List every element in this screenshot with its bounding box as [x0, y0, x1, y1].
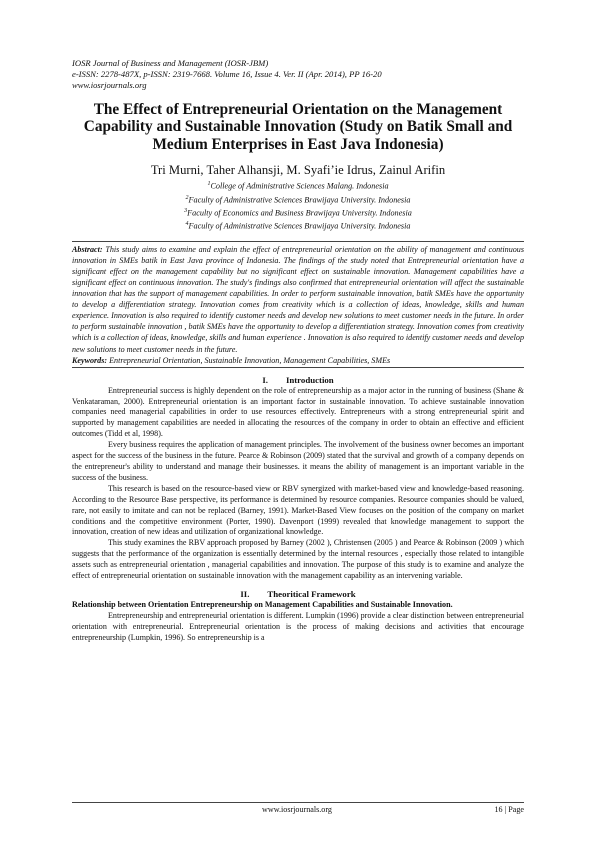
journal-name: IOSR Journal of Business and Management (IOSR-JBM) [72, 58, 269, 68]
journal-issn: e-ISSN: 2278-487X, p-ISSN: 2319-7668. Volume 16, Issue 4. Ver. II (Apr. 2014), PP 16-20 [72, 69, 382, 80]
section-heading-framework: II. Theoritical Framework [240, 588, 356, 599]
intro-paragraph-4: This study examines the RBV approach proposed by Barney (2002 ), Christensen (2005 ) and Pearce & Robinson (2009 ) which suggests that the performance of the organization is essentially determined by the internal resources , especially those related to intangible assets such as entrepreneurial orientation , managerial capabilities and innovation. The purpose of this study is to examine and analyze the effect of entrepreneurial orientation on sustainable innovation with the management capability as an intervening variable. [72, 538, 524, 581]
framework-subheading: Relationship between Orientation Entrepreneurship on Management Capabilities and Sustainable Innovation. [72, 599, 453, 609]
intro-paragraph-1: Entrepreneurial success is highly dependent on the role of entrepreneurship as a major actor in the running of business (Shane & Venkataraman, 2000). Entrepreneurial orientation is an important factor in sustainable innovation. To achieve sustainable innovation companies need managerial capabilities in order to use resources effectively. Entrepreneurs with a strong entrepreneurial spirit and supported by management capabilities are needed in allocating the resources of the company in order to obtain an effective and efficient outcomes (Tidd et al, 1998). [72, 385, 524, 439]
affiliation-3: $^3$Faculty of Economics and Business Brawijaya University. Indonesia [184, 208, 412, 218]
footer-rule [72, 802, 524, 803]
journal-site[interactable]: www.iosrjournals.org [72, 80, 147, 91]
affiliation-4: $^4$Faculty of Administrative Sciences Brawijaya University. Indonesia [185, 221, 411, 232]
paper-page [72, 58, 524, 643]
abstract-section [72, 241, 524, 368]
page-footer [72, 802, 524, 814]
journal-header [72, 58, 524, 92]
affiliation-1: $^1$College of Administrative Sciences Malang. Indonesia [207, 181, 389, 192]
keywords-label: Keywords: [72, 355, 108, 365]
affiliations [72, 179, 524, 232]
abstract-label: Abstract: [72, 244, 103, 254]
abstract [72, 244, 524, 355]
intro-paragraph-3: This research is based on the resource-based view or RBV synergized with market-based view and knowledge-based reasoning. According to the Resource Base perspective, its performance is determined by resource companies. Resource companies should be valued, rare, not easily to imitate and can not be replaced (Barney, 1991). Market-Based View focuses on the position of the company on market conditions and the competitive environment (Porter, 1990). Davenport (1999) revealed that knowledge management to support the innovation, creation of new ideas and utilization of organizational knowledge. [72, 483, 524, 537]
paper-title: The Effect of Entrepreneurial Orientation on the Management Capability and Sustainable Innovation (Study on Batik Small and Medium Enterprises in East Java Indonesia) [83, 100, 513, 153]
keywords [72, 355, 524, 368]
keywords-text: Entrepreneurial Orientation, Sustainable Innovation, Management Capabilities, SMEs [109, 355, 391, 365]
section-heading-introduction: I. Introduction [262, 374, 334, 385]
affiliation-2: $^2$Faculty of Administrative Sciences Brawijaya University. Indonesia [185, 194, 411, 205]
abstract-text: This study aims to examine and explain the effect of entrepreneurial orientation on the ability of management and continuous innovation in SMEs batik in East Java province of Indonesia. The findings of the study noted that Entrepreneurial orientation have a significant effect on the management capability but no significant effect on sustainable innovation. Management capabilities have a significant effect on continuous innovation. The study's findings also confirmed that entrepreneurial orientation will affect the sustainable innovation that has the support of management capabilities. In order to perform sustainable innovation, batik SMEs have the opportunity to develop a differentiation strategy. Innovation comes from creativity which is a collection of ideas, knowledge, skills and human experience. Innovation is also required to identify customer needs and develop new solutions to meet customer needs in the future. In order to perform sustainable innovation , batik SMEs have the opportunity to develop a differentiation strategy. Innovation comes from creativity which is a collection of ideas, knowledge, skills and human experience . Innovation is also required to identify customer needs and develop new solutions to meet customer needs in the future. [72, 244, 524, 354]
author-list: Tri Murni, Taher Alhansji, M. Syafi’ie Idrus, Zainul Arifin [150, 163, 446, 178]
footer-url[interactable]: www.iosrjournals.org [262, 805, 332, 814]
page-number: 16 | Page [494, 805, 524, 814]
intro-paragraph-2: Every business requires the application of management principles. The involvement of the business owner becomes an important aspect for the success of the business in the future. Pearce & Robinson (2009) stated that the survival and growth of a company depends on the entrepreneur's ability to understand and manage their businesses. it means the ability of management is an important variable in the success of the business. [72, 440, 524, 482]
framework-paragraph-1: Entrepreneurship and entrepreneurial orientation is different. Lumpkin (1996) provide a clear distinction between entrepreneurial orientation with entrepreneurial. Entrepreneurial orientation is the process of making decisions and activities that encourage entrepreneurship (Lumpkin, 1996). So entrepreneurship is a [72, 610, 524, 642]
